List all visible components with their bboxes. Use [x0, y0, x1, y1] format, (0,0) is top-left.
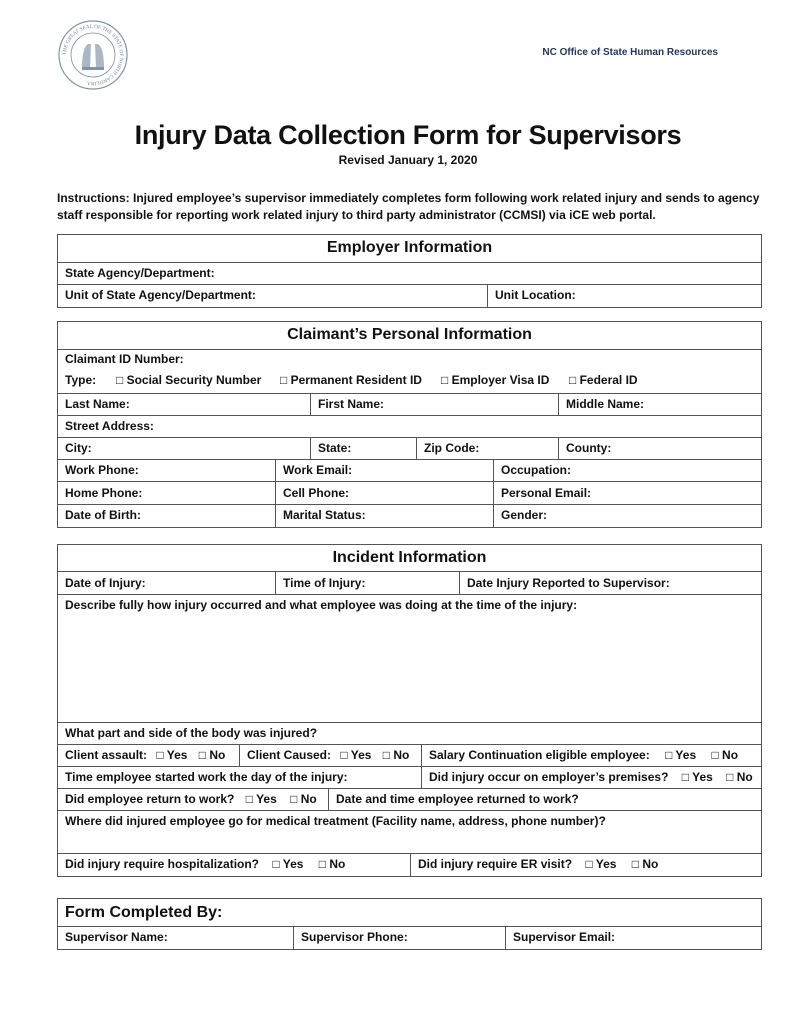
body-part-row [58, 723, 761, 745]
supervisor-row [58, 927, 761, 949]
date-reported-field[interactable]: Date Injury Reported to Supervisor: [459, 572, 761, 594]
describe-field[interactable]: Describe fully how injury occurred and what employee was doing at the time of the injury: [65, 598, 578, 612]
middle-name-field[interactable]: Middle Name: [558, 394, 761, 415]
er-visit-yes[interactable]: □ Yes [585, 857, 617, 871]
personal-email-field[interactable]: Personal Email: [493, 482, 761, 504]
work-email-field[interactable]: Work Email: [275, 460, 493, 481]
body-part-field[interactable]: What part and side of the body was injured? [65, 726, 318, 740]
page-title: Injury Data Collection Form for Supervisors [134, 120, 682, 150]
completed-by-heading-row [58, 899, 761, 927]
hospitalization-group [58, 854, 410, 876]
cell-phone-field[interactable]: Cell Phone: [275, 482, 493, 504]
return-work-row [58, 789, 761, 811]
zip-field[interactable]: Zip Code: [416, 438, 558, 459]
state-field[interactable]: State: [310, 438, 416, 459]
claimant-id-row [58, 350, 761, 394]
permanent-resident-checkbox[interactable]: □ Permanent Resident ID [280, 373, 422, 387]
employer-heading: Employer Information [58, 235, 761, 263]
incident-heading: Incident Information [58, 545, 761, 572]
date-time-row [58, 572, 761, 595]
state-seal-logo [58, 20, 128, 90]
completed-by-heading: Form Completed By: [65, 904, 223, 921]
revised-date: Revised January 1, 2020 [338, 153, 478, 167]
instructions: Instructions: Injured employee’s supervisor immediately completes form following work related injury and sends to agency staff responsible for reporting work related injury to third party administrator (CCMSI) via iCE web portal. [57, 191, 760, 222]
dob-row [58, 505, 761, 527]
client-caused-yes[interactable]: □ Yes [340, 748, 372, 762]
first-name-field[interactable]: First Name: [310, 394, 558, 415]
supervisor-phone-field[interactable]: Supervisor Phone: [293, 927, 505, 949]
medical-treatment-field[interactable]: Where did injured employee go for medical treatment (Facility name, address, phone number)? [65, 814, 606, 828]
return-datetime-field[interactable]: Date and time employee returned to work? [328, 789, 761, 810]
return-work-group [58, 789, 328, 810]
hospitalization-label: Did injury require hospitalization? [65, 857, 260, 871]
describe-row [58, 595, 761, 723]
org-name: NC Office of State Human Resources [542, 47, 718, 58]
unit-row [58, 285, 761, 307]
hospital-row [58, 854, 761, 876]
agency-field[interactable]: State Agency/Department: [65, 266, 215, 280]
completed-by-section [57, 898, 762, 950]
client-row [58, 745, 761, 767]
return-work-yes[interactable]: □ Yes [245, 792, 277, 806]
premises-label: Did injury occur on employer’s premises? [429, 770, 669, 784]
unit-field[interactable]: Unit of State Agency/Department: [65, 288, 256, 302]
time-of-injury-field[interactable]: Time of Injury: [275, 572, 459, 594]
date-of-injury-field[interactable]: Date of Injury: [65, 576, 146, 590]
home-phone-field[interactable]: Home Phone: [65, 486, 143, 500]
premises-no[interactable]: □ No [726, 770, 753, 784]
hospitalization-yes[interactable]: □ Yes [272, 857, 304, 871]
street-row [58, 416, 761, 438]
street-address-field[interactable]: Street Address: [65, 419, 154, 433]
salary-cont-yes[interactable]: □ Yes [665, 748, 697, 762]
city-row [58, 438, 761, 460]
gender-field[interactable]: Gender: [493, 505, 761, 527]
er-visit-group [410, 854, 761, 876]
employer-section [57, 234, 762, 308]
city-field[interactable]: City: [65, 441, 92, 455]
work-contact-row [58, 460, 761, 482]
claimant-section [57, 321, 762, 528]
id-type-label: Type: [65, 373, 97, 387]
er-visit-no[interactable]: □ No [631, 857, 659, 871]
home-contact-row [58, 482, 761, 505]
client-assault-yes[interactable]: □ Yes [156, 748, 188, 762]
salary-cont-no[interactable]: □ No [711, 748, 739, 762]
marital-status-field[interactable]: Marital Status: [275, 505, 493, 527]
client-caused-label: Client Caused: [247, 748, 332, 762]
name-row [58, 394, 761, 416]
svg-text:THE GREAT SEAL OF THE STATE OF: THE GREAT SEAL OF THE STATE OF NORTH CAROLINA [61, 23, 125, 87]
time-started-field[interactable]: Time employee started work the day of the injury: [65, 770, 348, 784]
employer-visa-checkbox[interactable]: □ Employer Visa ID [441, 373, 550, 387]
client-caused-group [239, 745, 421, 766]
claimant-id-field[interactable]: Claimant ID Number: [65, 352, 184, 366]
work-phone-field[interactable]: Work Phone: [65, 463, 139, 477]
supervisor-name-field[interactable]: Supervisor Name: [65, 930, 168, 944]
ssn-checkbox[interactable]: □ Social Security Number [116, 373, 262, 387]
return-work-no[interactable]: □ No [290, 792, 317, 806]
hospitalization-no[interactable]: □ No [318, 857, 346, 871]
client-caused-no[interactable]: □ No [382, 748, 410, 762]
federal-id-checkbox[interactable]: □ Federal ID [569, 373, 638, 387]
medical-row [58, 811, 761, 854]
county-field[interactable]: County: [558, 438, 761, 459]
agency-row [58, 263, 761, 285]
dob-field[interactable]: Date of Birth: [65, 508, 141, 522]
er-visit-label: Did injury require ER visit? [418, 857, 573, 871]
salary-cont-label: Salary Continuation eligible employee: [429, 748, 650, 762]
client-assault-no[interactable]: □ No [198, 748, 226, 762]
claimant-heading: Claimant’s Personal Information [58, 322, 761, 350]
premises-yes[interactable]: □ Yes [681, 770, 713, 784]
salary-cont-group [421, 745, 761, 766]
unit-location-field[interactable]: Unit Location: [487, 285, 761, 307]
premises-group [421, 767, 761, 788]
supervisor-email-field[interactable]: Supervisor Email: [505, 927, 761, 949]
time-started-row [58, 767, 761, 789]
last-name-field[interactable]: Last Name: [65, 397, 130, 411]
incident-section [57, 544, 762, 877]
client-assault-label: Client assault: [65, 748, 148, 762]
return-work-label: Did employee return to work? [65, 792, 235, 806]
client-assault-group [58, 745, 239, 766]
occupation-field[interactable]: Occupation: [493, 460, 761, 481]
